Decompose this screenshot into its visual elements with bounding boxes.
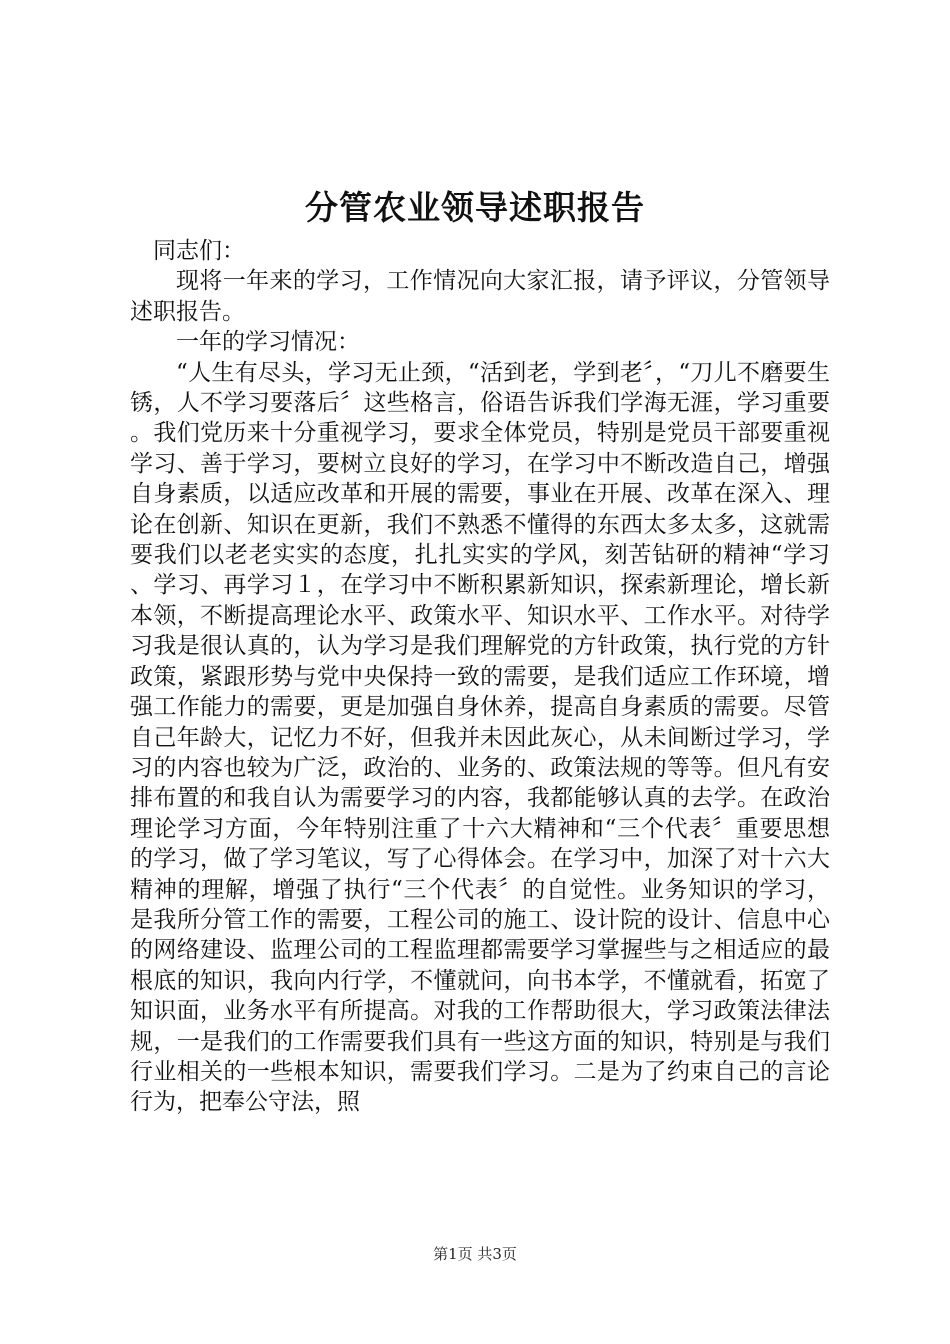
greeting: 同志们： (153, 238, 245, 264)
paragraph-section-heading: 一年的学习情况： (176, 329, 360, 356)
page-footer: 第1页 共3页 (433, 1245, 517, 1263)
paragraph-study: “人生有尽头，学习无止颈，“活到老，学到老〞，“刀儿不磨要生锈，人不学习要落后〞这些格言，俗语告诉我们学海无涯，学习重要。我们党历来十分重视学习，要求全体党员，特别是党员干部要重视学习、善于学习，要树立良好的学习，在学习中不断改造自己，增强自身素质，以适应改革和开展的需要，事业在开展、改革在深入、理论在创新、知识在更新，我们不熟悉不懂得的东西太多太多，这就需要我们以老老实实的态度，扎扎实实的学风，刻苦钻研的精神“学习、学习、再学习１，在学习中不断积累新知识，探索新理论，增长新本领，不断提高理论水平、政策水平、知识水平、工作水平。对待学习我是很认真的，认为学习是我们理解党的方针政策，执行党的方针政策，紧跟形势与党中央保持一致的需要，是我们适应工作环境，增强工作能力的需要，更是加强自身休养，提高自身素质的需要。尽管自己年龄大，记忆力不好，但我并未因此灰心，从未间断过学习，学习的内容也较为广泛，政治的、业务的、政策法规的等等。但凡有安排布置的和我自认为需要学习的内容，我都能够认真的去学。在政治理论学习方面，今年特别注重了十六大精神和“三个代表〞重要思想的学习，做了学习笔议，写了心得体会。在学习中，加深了对十六大精神的理解，增强了执行“三个代表〞的自觉性。业务知识的学习，是我所分管工作的需要，工程公司的施工、设计院的设计、信息中心的网络建设、监理公司的工程监理都需要学习掌握些与之相适应的最根底的知识，我向内行学，不懂就问，向书本学，不懂就看，拓宽了知识面，业务水平有所提高。对我的工作帮助很大，学习政策法律法规，一是我们的工作需要我们具有一些这方面的知识，特别是与我们行业相关的一些根本知识，需要我们学习。二是为了约束自己的言论行为，把奉公守法，照 (130, 359, 830, 1116)
document-body (130, 236, 830, 1118)
paragraph-intro: 现将一年来的学习，工作情况向大家汇报，请予评议，分管领导述职报告。 (130, 268, 830, 325)
document-title: 分管农业领导述职报告 (305, 188, 645, 227)
